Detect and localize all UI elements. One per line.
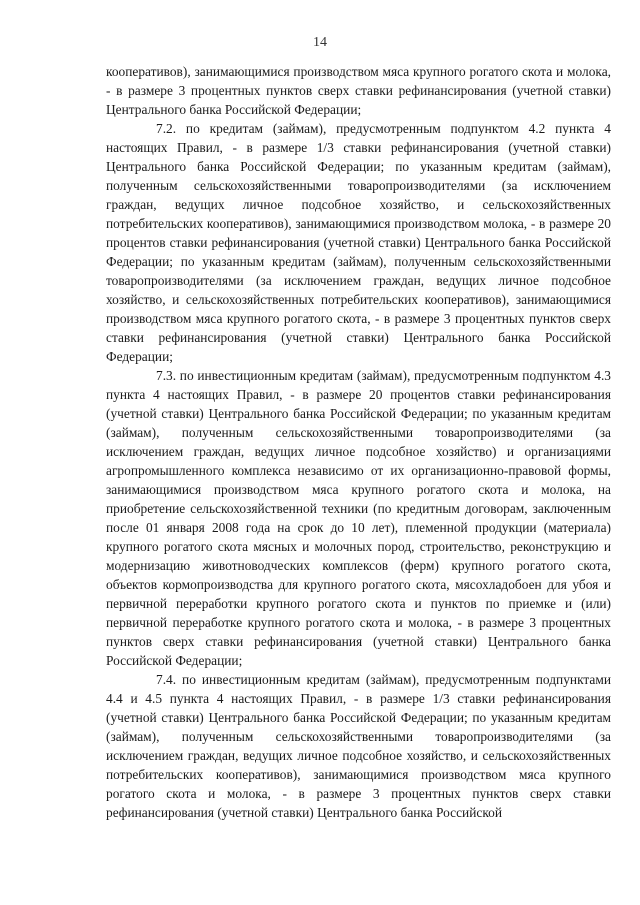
paragraph-7-4: 7.4. по инвестиционным кредитам (займам), предусмотренным подпунктами 4.4 и 4.5 пункта 4 настоящих Правил, - в размере 1/3 ставки рефинансирования (учетной ставки) Центрального банка Российской Федерации; по указанным кредитам (займам), полученным сельскохозяйственными товаропроизводителями (за исключением граждан, ведущих личное подсобное хозяйство, и сельскохозяйственных потребительских кооперативов), занимающимися производством мяса крупного рогатого скота и молока, - в размере 3 процентных пунктов сверх ставки рефинансирования (учетной ставки) Центрального банка Российской — [106, 672, 611, 820]
paragraph-7-3: 7.3. по инвестиционным кредитам (займам), предусмотренным подпунктом 4.3 пункта 4 настоящих Правил, - в размере 20 процентов ставки рефинансирования (учетной ставки) Центрального банка Российской Федерации; по указанным кредитам (займам), полученным сельскохозяйственными товаропроизводителями (за исключением граждан, ведущих личное подсобное хозяйство) и организациями агропромышленного комплекса независимо от их организационно-правовой формы, занимающимися производством мяса крупного рогатого скота и молока, на приобретение сельскохозяйственной техники (по кредитным договорам, заключенным после 01 января 2008 года на срок до 10 лет), племенной продукции (материала) крупного рогатого скота мясных и молочных пород, строительство, реконструкцию и модернизацию животноводческих комплексов (ферм) крупного рогатого скота, объектов кормопроизводства для крупного рогатого скота, мясохладобоен для убоя и первичной переработки крупного рогатого скота и пунктов по приемке и (или) первичной переработке крупного рогатого скота и молока, - в размере 3 процентных пунктов сверх ставки рефинансирования (учетной ставки) Центрального банка Российской Федерации; — [106, 368, 611, 668]
paragraph-continuation: кооперативов), занимающимися производством мяса крупного рогатого скота и молока, - в размере 3 процентных пунктов сверх ставки рефинансирования (учетной ставки) Центрального банка Российской Федерации; — [106, 64, 611, 117]
page-number: 14 — [313, 35, 327, 50]
document-body — [106, 62, 611, 822]
paragraph-7-2: 7.2. по кредитам (займам), предусмотренным подпунктом 4.2 пункта 4 настоящих Правил, - в размере 1/3 ставки рефинансирования (учетной ставки) Центрального банка Российской Федерации; по указанным кредитам (займам), полученным сельскохозяйственными товаропроизводителями (за исключением граждан, ведущих личное подсобное хозяйство, и сельскохозяйственных потребительских кооперативов), занимающимися производством молока, - в размере 20 процентов ставки рефинансирования (учетной ставки) Центрального банка Российской Федерации; по указанным кредитам (займам), полученным сельскохозяйственными товаропроизводителями (за исключением граждан, ведущих личное подсобное хозяйство, и сельскохозяйственных потребительских кооперативов), занимающимися производством мяса крупного рогатого скота, - в размере 3 процентных пунктов сверх ставки рефинансирования (учетной ставки) Центрального банка Российской Федерации; — [106, 121, 611, 364]
